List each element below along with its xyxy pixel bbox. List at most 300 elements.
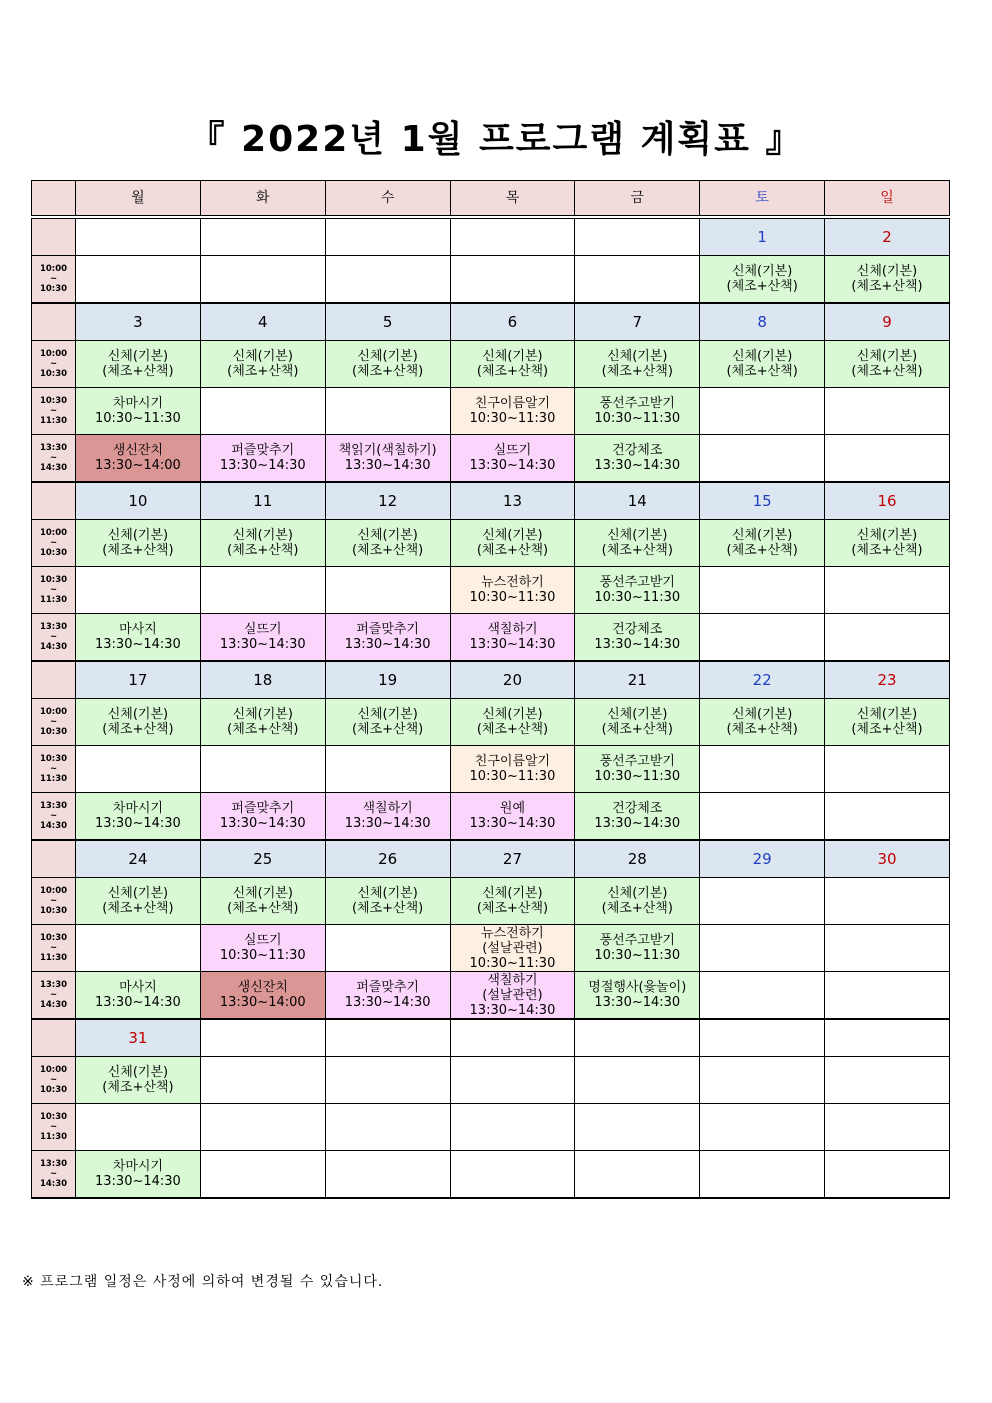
time-slot-label [32,925,76,972]
empty-cell [700,793,825,841]
program-cell [325,793,450,841]
program-cell [450,925,575,972]
empty-cell [200,1057,325,1104]
empty-cell [825,435,950,483]
program-line: 10:30~11:30 [469,411,556,426]
program-cell [825,520,950,567]
program-line: (체조+산책) [227,901,299,916]
week-date-row [32,1019,950,1057]
program-line: (체조+산책) [227,543,299,558]
date-cell: 15 [700,482,825,520]
time-label-line: 10:00 [39,528,68,538]
program-line: 생신잔치 [112,443,164,458]
time-label-line: 10:30 [39,754,68,764]
time-label-line: 10:30 [39,906,68,916]
program-cell [76,972,201,1020]
week-date-row [32,303,950,341]
date-cell: 8 [700,303,825,341]
program-line: 신체(기본) [107,349,169,364]
program-cell [200,925,325,972]
time-slot-label [32,341,76,388]
program-line: 신체(기본) [607,349,668,364]
time-label-line: ~ [49,453,58,463]
time-label-line: 11:30 [39,774,68,784]
empty-cell [76,746,201,793]
time-label-line: 10:30 [39,1112,68,1122]
empty-cell [575,1057,700,1104]
program-cell [825,256,950,304]
page-title: 『 2022년 1월 프로그램 계획표 』 [188,119,804,160]
empty-cell [825,1151,950,1199]
program-cell [200,341,325,388]
program-cell [76,793,201,841]
program-line: 13:30~14:30 [95,995,181,1010]
footnote: ※ 프로그램 일정은 사정에 의하여 변경될 수 있습니다. [22,1274,384,1290]
corner-cell [32,181,76,218]
program-line: 신체(기본) [731,528,793,543]
program-line: 신체(기본) [107,707,169,722]
time-label-line: 13:30 [39,443,68,453]
time-slot-label [32,388,76,435]
program-cell [76,341,201,388]
program-line: 13:30~14:30 [219,816,306,831]
time-label-line: ~ [49,1169,58,1179]
program-cell [450,567,575,614]
date-row-label [32,217,76,256]
program-line: 신체(기본) [357,707,418,722]
program-cell [200,699,325,746]
date-cell: 28 [575,840,700,878]
date-cell: 22 [700,661,825,699]
program-cell [450,435,575,483]
program-line: 13:30~14:30 [95,1174,181,1189]
program-line: 13:30~14:30 [344,816,431,831]
program-line: (체조+산책) [102,722,174,737]
program-line: 신체(기본) [357,528,418,543]
time-label-line: ~ [49,406,58,416]
time-label-line: 14:30 [39,1179,68,1189]
date-cell: 31 [76,1019,201,1057]
program-cell [76,699,201,746]
program-line: 퍼즐맞추기 [356,980,419,995]
time-label-line: 10:30 [39,369,68,379]
empty-cell [200,567,325,614]
empty-cell [325,746,450,793]
week-date-row [32,840,950,878]
program-line: 10:30~11:30 [469,769,556,784]
program-cell [450,699,575,746]
program-line: 신체(기본) [856,349,918,364]
program-line: (체조+산책) [351,364,424,379]
program-line: 신체(기본) [856,264,918,279]
weekday-fri: 금 [575,181,700,218]
program-line: (체조+산책) [726,722,798,737]
date-cell [825,1019,950,1057]
time-slot-label [32,746,76,793]
date-cell [450,217,575,256]
time-slot-row [32,341,950,388]
time-slot-label [32,878,76,925]
empty-cell [575,1104,700,1151]
program-cell [200,520,325,567]
date-cell: 10 [76,482,201,520]
program-cell [575,925,700,972]
time-slot-row [32,256,950,304]
date-cell: 5 [325,303,450,341]
empty-cell [825,388,950,435]
program-line: 13:30~14:30 [594,816,681,831]
date-cell: 1 [700,217,825,256]
empty-cell [700,567,825,614]
time-label-line: 13:30 [39,801,68,811]
program-line: 신체(기본) [856,528,918,543]
program-line: 13:30~14:30 [219,637,306,652]
program-line: 13:30~14:30 [95,816,181,831]
program-line: 건강체조 [612,622,663,637]
program-line: 풍선주고받기 [599,754,675,769]
time-label-line: ~ [49,1075,58,1085]
program-line: (체조+산책) [601,722,673,737]
date-cell [575,1019,700,1057]
time-slot-label [32,256,76,304]
program-cell [450,793,575,841]
program-line: 신체(기본) [107,886,169,901]
empty-cell [575,256,700,304]
program-line: 신체(기본) [607,886,668,901]
program-line: 신체(기본) [232,349,293,364]
program-line: 13:30~14:30 [594,995,681,1010]
program-line: (설날관련) [482,940,543,956]
program-line: 13:30~14:30 [469,816,556,831]
empty-cell [200,1151,325,1199]
empty-cell [76,256,201,304]
program-line: (체조+산책) [476,364,549,379]
program-line: 13:30~14:30 [95,637,181,652]
program-line: 신체(기본) [232,707,293,722]
program-line: 13:30~14:00 [219,995,306,1010]
program-line: (체조+산책) [476,543,549,558]
program-line: 10:30~11:30 [95,411,181,426]
program-line: 차마시기 [112,396,164,411]
date-row-label [32,303,76,341]
date-cell: 13 [450,482,575,520]
program-cell [450,972,575,1020]
time-label-line: ~ [49,943,58,953]
program-line: (체조+산책) [227,722,299,737]
time-label-line: ~ [49,764,58,774]
program-line: 퍼즐맞추기 [356,622,419,637]
program-line: 실뜨기 [243,622,282,637]
program-line: 신체(기본) [482,349,543,364]
program-line: 10:30~11:30 [594,411,681,426]
weekday-sun: 일 [825,181,950,218]
program-line: 신체(기본) [731,349,793,364]
time-slot-label [32,567,76,614]
program-cell [700,699,825,746]
program-line: 13:30~14:30 [594,458,681,473]
date-cell [200,1019,325,1057]
time-label-line: 14:30 [39,463,68,473]
date-cell: 16 [825,482,950,520]
program-cell [325,341,450,388]
weekday-wed: 수 [325,181,450,218]
date-cell: 29 [700,840,825,878]
empty-cell [825,878,950,925]
time-slot-row [32,520,950,567]
program-line: 건강체조 [612,801,663,816]
program-line: 색칠하기 [487,972,538,988]
empty-cell [325,567,450,614]
program-line: 생신잔치 [237,980,288,995]
time-slot-row [32,1057,950,1104]
empty-cell [200,746,325,793]
program-cell [575,341,700,388]
time-label-line: 11:30 [39,1132,68,1142]
program-line: 신체(기본) [232,886,293,901]
program-line: (체조+산책) [851,364,923,379]
program-cell [325,972,450,1020]
program-cell [325,699,450,746]
empty-cell [450,1151,575,1199]
program-line: 13:30~14:30 [594,637,681,652]
program-line: 신체(기본) [731,264,793,279]
time-label-line: ~ [49,538,58,548]
program-line: 13:30~14:30 [469,1002,556,1018]
program-cell [575,699,700,746]
program-line: 10:30~11:30 [594,590,681,605]
program-cell [575,435,700,483]
program-cell [575,520,700,567]
program-line: (체조+산책) [102,1080,174,1095]
empty-cell [825,614,950,662]
program-line: (체조+산책) [851,279,923,294]
program-cell [325,520,450,567]
empty-cell [76,567,201,614]
date-cell: 26 [325,840,450,878]
empty-cell [450,256,575,304]
program-line: (체조+산책) [851,543,923,558]
program-cell [325,435,450,483]
program-line: (체조+산책) [851,722,923,737]
date-cell [575,217,700,256]
date-cell: 30 [825,840,950,878]
empty-cell [825,1057,950,1104]
time-slot-label [32,972,76,1020]
empty-cell [76,1104,201,1151]
program-cell [450,520,575,567]
program-line: (체조+산책) [726,543,798,558]
empty-cell [825,925,950,972]
program-cell [575,878,700,925]
time-slot-label [32,435,76,483]
program-cell [325,614,450,662]
empty-cell [700,1104,825,1151]
week-date-row [32,482,950,520]
date-cell: 20 [450,661,575,699]
program-line: 뉴스전하기 [481,575,544,590]
program-cell [450,388,575,435]
time-label-line: 10:30 [39,284,68,294]
empty-cell [700,972,825,1020]
time-label-line: 14:30 [39,1000,68,1010]
program-line: 뉴스전하기 [481,925,544,941]
time-slot-row [32,1104,950,1151]
program-line: (체조+산책) [601,543,673,558]
empty-cell [575,1151,700,1199]
program-line: 친구이름알기 [474,396,551,411]
empty-cell [700,614,825,662]
time-label-line: 13:30 [39,622,68,632]
date-cell: 18 [200,661,325,699]
program-line: 13:30~14:30 [469,637,556,652]
date-row-label [32,1019,76,1057]
empty-cell [825,793,950,841]
program-line: (체조+산책) [726,364,798,379]
program-line: 원예 [499,801,526,816]
program-line: 13:30~14:30 [344,637,431,652]
program-line: 마사지 [119,622,157,637]
time-label-line: 10:30 [39,933,68,943]
empty-cell [325,388,450,435]
time-label-line: 11:30 [39,416,68,426]
program-line: 13:30~14:00 [95,458,181,473]
date-cell: 2 [825,217,950,256]
time-slot-row [32,925,950,972]
time-slot-label [32,614,76,662]
empty-cell [700,1151,825,1199]
program-line: 색칠하기 [487,622,538,637]
program-cell [825,699,950,746]
time-label-line: 10:30 [39,396,68,406]
program-cell [76,435,201,483]
time-label-line: 10:00 [39,264,68,274]
program-line: (체조+산책) [601,901,673,916]
program-line: 신체(기본) [731,707,793,722]
program-line: 13:30~14:30 [344,995,431,1010]
time-label-line: 14:30 [39,642,68,652]
time-label-line: ~ [49,1122,58,1132]
time-label-line: ~ [49,585,58,595]
program-line: 건강체조 [612,443,663,458]
program-line: 퍼즐맞추기 [231,801,295,816]
time-label-line: 10:00 [39,349,68,359]
date-cell: 25 [200,840,325,878]
date-cell [325,1019,450,1057]
program-line: 신체(기본) [482,528,543,543]
time-slot-label [32,793,76,841]
time-slot-row [32,793,950,841]
time-slot-label [32,1104,76,1151]
time-slot-row [32,388,950,435]
time-label-line: 10:00 [39,886,68,896]
time-label-line: ~ [49,359,58,369]
program-cell [575,793,700,841]
program-line: 13:30~14:30 [469,458,556,473]
time-label-line: 13:30 [39,1159,68,1169]
time-label-line: 10:30 [39,1085,68,1095]
empty-cell [825,1104,950,1151]
empty-cell [325,1151,450,1199]
empty-cell [700,388,825,435]
empty-cell [200,388,325,435]
program-cell [76,614,201,662]
program-cell [700,256,825,304]
program-line: (체조+산책) [601,364,673,379]
time-label-line: ~ [49,717,58,727]
date-cell: 23 [825,661,950,699]
program-line: 풍선주고받기 [599,575,675,590]
program-line: 신체(기본) [232,528,293,543]
program-line: 10:30~11:30 [469,590,556,605]
time-label-line: ~ [49,632,58,642]
program-line: (체조+산책) [102,543,174,558]
program-cell [200,972,325,1020]
time-slot-row [32,435,950,483]
date-cell: 14 [575,482,700,520]
program-cell [575,972,700,1020]
time-slot-row [32,1151,950,1199]
program-line: 10:30~11:30 [594,769,681,784]
program-line: (체조+산책) [351,901,424,916]
empty-cell [450,1057,575,1104]
time-label-line: ~ [49,274,58,284]
date-cell [200,217,325,256]
program-cell [450,614,575,662]
program-cell [575,614,700,662]
program-line: (체조+산책) [476,901,549,916]
program-line: 10:30~11:30 [219,948,306,963]
time-label-line: 14:30 [39,821,68,831]
time-label-line: 13:30 [39,980,68,990]
program-line: (설날관련) [482,987,543,1003]
date-cell [700,1019,825,1057]
time-label-line: ~ [49,990,58,1000]
program-line: 차마시기 [112,1159,164,1174]
week-date-row [32,661,950,699]
empty-cell [700,1057,825,1104]
program-line: (체조+산책) [227,364,299,379]
empty-cell [825,567,950,614]
program-line: (체조+산책) [102,901,174,916]
program-line: 친구이름알기 [474,754,551,769]
program-line: 10:30~11:30 [594,948,681,963]
date-cell: 27 [450,840,575,878]
program-cell [200,435,325,483]
date-cell: 19 [325,661,450,699]
empty-cell [450,1104,575,1151]
time-label-line: ~ [49,896,58,906]
program-line: 풍선주고받기 [599,933,675,948]
time-label-line: 10:30 [39,727,68,737]
empty-cell [700,435,825,483]
empty-cell [76,925,201,972]
weekday-tue: 화 [200,181,325,218]
program-cell [575,567,700,614]
date-row-label [32,482,76,520]
empty-cell [825,972,950,1020]
program-line: 책읽기(색칠하기) [338,443,437,458]
time-label-line: 10:00 [39,707,68,717]
program-cell [575,746,700,793]
empty-cell [200,1104,325,1151]
date-cell: 24 [76,840,201,878]
time-slot-row [32,699,950,746]
time-label-line: 11:30 [39,953,68,963]
program-line: 신체(기본) [482,886,543,901]
program-cell [325,878,450,925]
program-line: 차마시기 [112,801,164,816]
program-line: 실뜨기 [243,933,282,948]
